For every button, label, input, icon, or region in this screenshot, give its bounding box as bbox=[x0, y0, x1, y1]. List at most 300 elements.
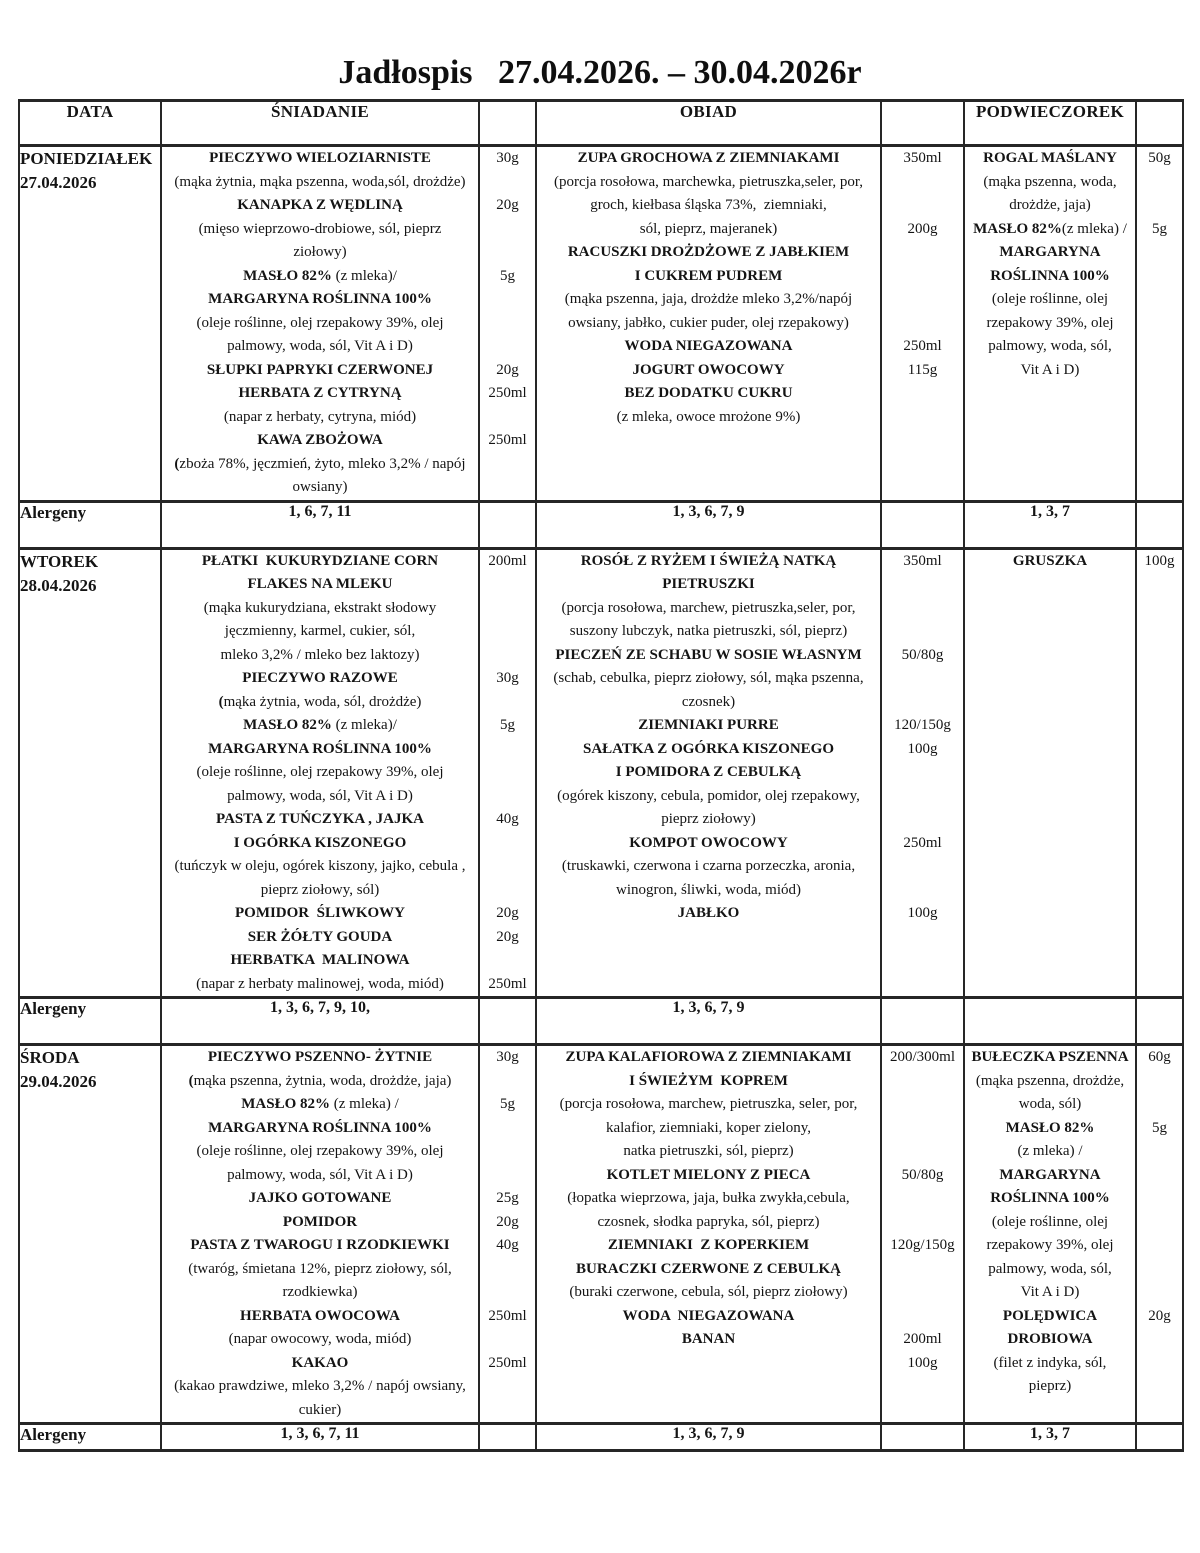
dish-name-text: ( bbox=[188, 1072, 194, 1089]
qty-line: 115g bbox=[907, 361, 938, 378]
meal-cell-sniadanie bbox=[161, 1045, 479, 1424]
menu-line bbox=[965, 1281, 1135, 1305]
menu-line bbox=[162, 1328, 478, 1352]
dish-name-text: SŁUPKI PAPRYKI CZERWONEJ bbox=[206, 361, 434, 378]
qty-line bbox=[882, 1211, 963, 1235]
menu-line bbox=[162, 926, 478, 950]
qty-cell-sniadanie bbox=[479, 1045, 536, 1424]
qty-line bbox=[480, 785, 535, 809]
menu-line bbox=[162, 476, 478, 500]
qty-line: 200ml bbox=[903, 1331, 942, 1347]
dish-name-text: MASŁO 82% bbox=[241, 1096, 334, 1112]
meal-cell-obiad bbox=[536, 1045, 881, 1424]
qty-line bbox=[1137, 1164, 1182, 1188]
qty-line: 120/150g bbox=[894, 717, 951, 733]
qty-line bbox=[1137, 1211, 1182, 1235]
qty-line bbox=[480, 761, 535, 785]
day-name: PONIEDZIAŁEK bbox=[20, 149, 153, 168]
dish-name-text: PASTA Z TWAROGU I RZODKIEWKI bbox=[190, 1237, 450, 1253]
menu-line bbox=[162, 1117, 478, 1141]
ingredients-text: rzepakowy 39%, olej bbox=[986, 314, 1114, 331]
qty-line: 5g bbox=[500, 267, 515, 284]
dish-name-text: HERBATA Z CYTRYNĄ bbox=[238, 385, 402, 401]
meal-cell-podwieczorek bbox=[964, 1045, 1136, 1424]
ingredients-text: (ogórek kiszony, cebula, pomidor, olej rzepakowy, bbox=[557, 787, 860, 804]
page-title: Jadłospis 27.04.2026. – 30.04.2026r bbox=[338, 54, 862, 91]
menu-line bbox=[537, 218, 880, 242]
dish-name-text: ( bbox=[218, 693, 224, 710]
header-qty-podwieczorek bbox=[1136, 101, 1183, 146]
menu-line bbox=[162, 644, 478, 668]
menu-line bbox=[162, 855, 478, 879]
menu-line bbox=[537, 194, 880, 218]
qty-line bbox=[1137, 335, 1182, 359]
menu-line bbox=[537, 335, 880, 359]
qty-line bbox=[882, 620, 963, 644]
day-cell bbox=[19, 146, 161, 502]
qty-line bbox=[480, 335, 535, 359]
menu-line bbox=[537, 855, 880, 879]
ingredients-text: owsiany) bbox=[292, 479, 348, 495]
qty-line bbox=[1137, 1140, 1182, 1164]
menu-line bbox=[537, 1234, 880, 1258]
alergeny-row-27.04.2026 bbox=[19, 501, 1183, 548]
dish-name-text: BURACZKI CZERWONE Z CEBULKĄ bbox=[576, 1260, 841, 1277]
menu-line bbox=[537, 288, 880, 312]
menu-line bbox=[537, 879, 880, 903]
ingredients-text: sól, pieprz, majeranek) bbox=[639, 220, 778, 237]
ingredients-text: (z mleka) / bbox=[1061, 220, 1127, 237]
meal-cell-sniadanie bbox=[161, 548, 479, 998]
dish-name-text: MARGARYNA ROŚLINNA 100% bbox=[208, 291, 432, 307]
ingredients-text: mleko 3,2% / mleko bez laktozy) bbox=[220, 646, 420, 663]
dish-name-text: PIECZYWO PSZENNO- ŻYTNIE bbox=[207, 1049, 433, 1065]
day-row-27.04.2026 bbox=[19, 146, 1183, 502]
menu-line bbox=[537, 667, 880, 691]
dish-name-text: MASŁO 82% bbox=[243, 717, 336, 733]
alergeny-qty-spacer-podwieczorek bbox=[1136, 501, 1183, 548]
menu-line bbox=[965, 265, 1135, 289]
menu-line bbox=[537, 1258, 880, 1282]
ingredients-text: drożdże, jaja) bbox=[1009, 197, 1091, 213]
qty-line bbox=[882, 1187, 963, 1211]
menu-line bbox=[965, 218, 1135, 242]
menu-line bbox=[162, 667, 478, 691]
day-cell bbox=[19, 548, 161, 998]
qty-line: 50/80g bbox=[901, 646, 944, 663]
dish-name-text: KOMPOT OWOCOWY bbox=[629, 834, 788, 851]
alergeny-qty-spacer-obiad bbox=[881, 998, 964, 1045]
meal-cell-obiad bbox=[536, 146, 881, 502]
menu-line bbox=[162, 832, 478, 856]
menu-line bbox=[162, 1352, 478, 1376]
dish-name-text: I CUKREM PUDREM bbox=[634, 267, 783, 284]
dish-name-text: BANAN bbox=[681, 1331, 736, 1347]
dish-name-text: KANAPKA Z WĘDLINĄ bbox=[237, 197, 403, 213]
menu-line bbox=[162, 429, 478, 453]
menu-line bbox=[537, 597, 880, 621]
ingredients-text: palmowy, woda, sól, Vit A i D) bbox=[227, 787, 413, 804]
dish-name-text: MASŁO 82% bbox=[1005, 1119, 1095, 1136]
dish-name-text: WODA NIEGAZOWANA bbox=[622, 1307, 795, 1324]
qty-line: 250ml bbox=[488, 975, 527, 992]
qty-line bbox=[480, 597, 535, 621]
alergeny-qty-spacer-obiad bbox=[881, 1424, 964, 1451]
qty-line bbox=[882, 171, 963, 195]
menu-line bbox=[965, 1305, 1135, 1329]
qty-line: 5g bbox=[500, 1096, 515, 1112]
ingredients-text: (napar z herbaty, cytryna, miód) bbox=[223, 408, 417, 425]
dish-name-text: SER ŻÓŁTY GOUDA bbox=[247, 928, 393, 945]
qty-line bbox=[1137, 1375, 1182, 1399]
menu-line bbox=[965, 1211, 1135, 1235]
day-cell bbox=[19, 1045, 161, 1424]
menu-line bbox=[965, 1234, 1135, 1258]
alergeny-label: Alergeny bbox=[19, 998, 161, 1045]
day-date: 27.04.2026 bbox=[20, 173, 97, 192]
header-podwieczorek: PODWIECZOREK bbox=[964, 101, 1136, 146]
header-data: DATA bbox=[19, 101, 161, 146]
menu-line bbox=[965, 1164, 1135, 1188]
dish-name-text: ROSÓŁ Z RYŻEM I ŚWIEŻĄ NATKĄ bbox=[580, 552, 837, 569]
ingredients-text: (oleje roślinne, olej rzepakowy 39%, olej bbox=[196, 314, 444, 331]
meal-cell-podwieczorek bbox=[964, 146, 1136, 502]
menu-line bbox=[162, 902, 478, 926]
menu-line bbox=[162, 1211, 478, 1235]
qty-line bbox=[882, 1140, 963, 1164]
ingredients-text: (z mleka, owoce mrożone 9%) bbox=[616, 408, 801, 425]
ingredients-text: (porcja rosołowa, marchew, pietruszka, seler, por, bbox=[559, 1096, 858, 1112]
qty-line bbox=[480, 476, 535, 500]
menu-line bbox=[162, 785, 478, 809]
qty-line: 100g bbox=[1144, 552, 1175, 569]
qty-line: 200ml bbox=[488, 552, 527, 569]
dish-name-text: MARGARYNA bbox=[999, 1166, 1101, 1183]
menu-line bbox=[162, 382, 478, 406]
ingredients-text: pieprz) bbox=[1028, 1378, 1072, 1394]
ingredients-text: (mąka pszenna, woda, bbox=[983, 173, 1117, 190]
menu-line bbox=[965, 194, 1135, 218]
ingredients-text: palmowy, woda, sól, bbox=[988, 338, 1112, 354]
qty-line bbox=[882, 785, 963, 809]
menu-line bbox=[965, 335, 1135, 359]
qty-line: 5g bbox=[1152, 220, 1167, 237]
qty-line bbox=[480, 1140, 535, 1164]
menu-line bbox=[162, 573, 478, 597]
menu-line bbox=[162, 714, 478, 738]
dish-name-text: ZIEMNIAKI Z KOPERKIEM bbox=[607, 1237, 810, 1253]
qty-line bbox=[882, 691, 963, 715]
qty-line bbox=[882, 1117, 963, 1141]
qty-line: 20g bbox=[496, 905, 519, 921]
qty-line bbox=[480, 738, 535, 762]
ingredients-text: (filet z indyka, sól, bbox=[993, 1354, 1107, 1371]
qty-line bbox=[480, 1070, 535, 1094]
ingredients-text: jęczmienny, karmel, cukier, sól, bbox=[224, 623, 416, 639]
dish-name-text: POMIDOR ŚLIWKOWY bbox=[234, 905, 405, 921]
alergeny-qty-spacer-podwieczorek bbox=[1136, 998, 1183, 1045]
qty-line bbox=[882, 1070, 963, 1094]
dish-name-text: ROŚLINNA 100% bbox=[990, 1190, 1110, 1206]
menu-line bbox=[537, 1305, 880, 1329]
dish-name-text: MARGARYNA bbox=[999, 244, 1101, 260]
dish-name-text: ROGAL MAŚLANY bbox=[983, 150, 1117, 166]
menu-line bbox=[162, 1140, 478, 1164]
qty-line bbox=[480, 949, 535, 973]
ingredients-text: pieprz ziołowy, sól) bbox=[260, 881, 380, 898]
qty-line: 20g bbox=[496, 361, 519, 378]
dish-name-text: KAKAO bbox=[291, 1354, 349, 1371]
menu-line bbox=[162, 761, 478, 785]
dish-name-text: ZUPA KALAFIOROWA Z ZIEMNIAKAMI bbox=[565, 1049, 852, 1065]
qty-line: 5g bbox=[1152, 1119, 1167, 1136]
menu-line bbox=[537, 691, 880, 715]
dish-name-text: PASTA Z TUŃCZYKA , JAJKA bbox=[216, 811, 424, 827]
menu-line bbox=[162, 1164, 478, 1188]
menu-line bbox=[537, 832, 880, 856]
qty-line bbox=[1137, 171, 1182, 195]
ingredients-text: rzepakowy 39%, olej bbox=[986, 1237, 1114, 1253]
alergeny-row-29.04.2026 bbox=[19, 1424, 1183, 1451]
qty-line bbox=[882, 1305, 963, 1329]
qty-line bbox=[480, 1117, 535, 1141]
alergeny-value-podwieczorek bbox=[964, 998, 1136, 1045]
menu-line bbox=[537, 761, 880, 785]
menu-line bbox=[537, 241, 880, 265]
qty-line bbox=[1137, 194, 1182, 218]
qty-line bbox=[882, 1281, 963, 1305]
ingredients-text: (porcja rosołowa, marchew, pietruszka,seler, por, bbox=[561, 599, 856, 616]
dish-name-text: ZIEMNIAKI PURRE bbox=[638, 717, 779, 733]
ingredients-text: (napar owocowy, woda, miód) bbox=[228, 1331, 412, 1347]
day-row-28.04.2026 bbox=[19, 548, 1183, 998]
alergeny-value-obiad: 1, 3, 6, 7, 9 bbox=[536, 1424, 881, 1451]
qty-line bbox=[480, 1399, 535, 1423]
menu-line bbox=[965, 1093, 1135, 1117]
menu-line bbox=[537, 1281, 880, 1305]
qty-line bbox=[480, 1281, 535, 1305]
dish-name-text: MARGARYNA ROŚLINNA 100% bbox=[208, 1119, 432, 1136]
qty-line bbox=[480, 1375, 535, 1399]
alergeny-qty-spacer-sniadanie bbox=[479, 1424, 536, 1451]
qty-line bbox=[480, 171, 535, 195]
qty-line bbox=[1137, 241, 1182, 265]
ingredients-text: (mięso wieprzowo-drobiowe, sól, pieprz bbox=[198, 220, 442, 237]
menu-line bbox=[537, 1070, 880, 1094]
menu-line bbox=[965, 1375, 1135, 1399]
qty-line bbox=[882, 406, 963, 430]
dish-name-text: PIECZYWO WIELOZIARNISTE bbox=[209, 150, 431, 166]
dish-name-text: I POMIDORA Z CEBULKĄ bbox=[615, 764, 802, 780]
dish-name-text: BUŁECZKA PSZENNA bbox=[971, 1049, 1129, 1065]
qty-line: 50g bbox=[1148, 150, 1171, 166]
menu-line bbox=[162, 620, 478, 644]
dish-name-text: ZUPA GROCHOWA Z ZIEMNIAKAMI bbox=[577, 150, 840, 166]
dish-name-text: HERBATKA MALINOWA bbox=[230, 952, 410, 968]
dish-name-text: DROBIOWA bbox=[1007, 1331, 1093, 1347]
qty-cell-podwieczorek bbox=[1136, 1045, 1183, 1424]
dish-name-text: MASŁO 82% bbox=[243, 267, 336, 284]
dish-name-text: JABŁKO bbox=[677, 905, 740, 921]
qty-line bbox=[882, 312, 963, 336]
qty-line bbox=[480, 644, 535, 668]
menu-line bbox=[162, 359, 478, 383]
alergeny-qty-spacer-podwieczorek bbox=[1136, 1424, 1183, 1451]
menu-line bbox=[162, 1093, 478, 1117]
qty-line bbox=[480, 241, 535, 265]
qty-line bbox=[480, 855, 535, 879]
menu-line bbox=[965, 1046, 1135, 1070]
menu-line bbox=[965, 1140, 1135, 1164]
ingredients-text: (buraki czerwone, cebula, sól, pieprz ziołowy) bbox=[569, 1284, 848, 1300]
menu-line bbox=[965, 359, 1135, 383]
qty-line bbox=[882, 1258, 963, 1282]
ingredients-text: palmowy, woda, sól, bbox=[988, 1260, 1112, 1277]
qty-line: 100g bbox=[907, 740, 938, 757]
alergeny-qty-spacer-sniadanie bbox=[479, 501, 536, 548]
ingredients-text: (oleje roślinne, olej bbox=[991, 291, 1109, 307]
menu-line bbox=[162, 550, 478, 574]
qty-line: 200/300ml bbox=[889, 1049, 955, 1065]
menu-line bbox=[537, 644, 880, 668]
day-name: WTOREK bbox=[20, 551, 99, 571]
ingredients-text: (truskawki, czerwona i czarna porzeczka, aronia, bbox=[561, 858, 856, 874]
alergeny-label: Alergeny bbox=[19, 1424, 161, 1451]
ingredients-text: (kakao prawdziwe, mleko 3,2% / napój owsiany, bbox=[174, 1378, 466, 1394]
qty-line: 20g bbox=[496, 197, 519, 213]
menu-line bbox=[537, 1093, 880, 1117]
header-obiad: OBIAD bbox=[536, 101, 881, 146]
ingredients-text: (z mleka)/ bbox=[335, 717, 397, 733]
dish-name-text: POMIDOR bbox=[282, 1213, 358, 1230]
qty-line: 250ml bbox=[488, 385, 527, 401]
alergeny-value-podwieczorek: 1, 3, 7 bbox=[964, 501, 1136, 548]
ingredients-text: palmowy, woda, sól, Vit A i D) bbox=[227, 1166, 413, 1183]
qty-line bbox=[882, 667, 963, 691]
menu-line bbox=[162, 312, 478, 336]
header-qty-obiad bbox=[881, 101, 964, 146]
qty-line bbox=[882, 1093, 963, 1117]
menu-line bbox=[162, 241, 478, 265]
menu-line bbox=[537, 171, 880, 195]
menu-line bbox=[537, 1117, 880, 1141]
alergeny-value-obiad: 1, 3, 6, 7, 9 bbox=[536, 998, 881, 1045]
dish-name-text: MASŁO 82% bbox=[973, 220, 1062, 237]
menu-line bbox=[162, 171, 478, 195]
meal-cell-sniadanie bbox=[161, 146, 479, 502]
qty-line bbox=[480, 1258, 535, 1282]
dish-name-text: JOGURT OWOCOWY bbox=[632, 361, 785, 378]
dish-name-text: PIECZEŃ ZE SCHABU W SOSIE WŁASNYM bbox=[555, 646, 862, 663]
qty-line: 60g bbox=[1148, 1049, 1171, 1065]
qty-line: 40g bbox=[496, 1237, 519, 1253]
ingredients-text: (mąka pszenna, jaja, drożdże mleko 3,2%/napój bbox=[564, 291, 853, 307]
dish-name-text: I ŚWIEŻYM KOPREM bbox=[629, 1072, 788, 1089]
qty-line: 20g bbox=[496, 928, 519, 945]
alergeny-row-28.04.2026 bbox=[19, 998, 1183, 1045]
alergeny-value-podwieczorek: 1, 3, 7 bbox=[964, 1424, 1136, 1451]
qty-line bbox=[882, 855, 963, 879]
menu-line bbox=[162, 218, 478, 242]
dish-name-text: ROŚLINNA 100% bbox=[990, 267, 1110, 284]
qty-line bbox=[480, 879, 535, 903]
menu-line bbox=[537, 1328, 880, 1352]
menu-line bbox=[537, 808, 880, 832]
qty-cell-obiad bbox=[881, 548, 964, 998]
menu-line bbox=[537, 550, 880, 574]
menu-line bbox=[965, 1117, 1135, 1141]
menu-line bbox=[162, 265, 478, 289]
qty-line bbox=[1137, 288, 1182, 312]
menu-line bbox=[537, 620, 880, 644]
dish-name-text: KAWA ZBOŻOWA bbox=[257, 432, 383, 448]
qty-line bbox=[480, 691, 535, 715]
qty-line bbox=[882, 597, 963, 621]
menu-line bbox=[162, 879, 478, 903]
menu-line bbox=[162, 335, 478, 359]
menu-line bbox=[965, 1187, 1135, 1211]
qty-line bbox=[1137, 1070, 1182, 1094]
ingredients-text: (porcja rosołowa, marchewka, pietruszka,seler, por, bbox=[553, 173, 864, 190]
qty-line: 20g bbox=[1148, 1307, 1171, 1324]
menu-line bbox=[965, 1328, 1135, 1352]
menu-line bbox=[162, 973, 478, 997]
ingredients-text: Vit A i D) bbox=[1020, 361, 1080, 378]
menu-line bbox=[162, 1070, 478, 1094]
qty-cell-podwieczorek bbox=[1136, 146, 1183, 502]
ingredients-text: czosnek, słodka papryka, sól, pieprz) bbox=[597, 1213, 820, 1230]
ingredients-text: woda, sól) bbox=[1018, 1096, 1082, 1112]
menu-line bbox=[965, 312, 1135, 336]
menu-line bbox=[537, 359, 880, 383]
ingredients-text: (twaróg, śmietana 12%, pieprz ziołowy, sól, bbox=[188, 1260, 452, 1277]
qty-line: 5g bbox=[500, 717, 515, 733]
ingredients-text: (oleje roślinne, olej bbox=[991, 1213, 1109, 1230]
qty-line bbox=[882, 288, 963, 312]
qty-line: 250ml bbox=[903, 834, 942, 851]
menu-line bbox=[537, 1046, 880, 1070]
ingredients-text: czosnek) bbox=[681, 693, 736, 710]
qty-line bbox=[1137, 359, 1182, 383]
menu-line bbox=[537, 785, 880, 809]
ingredients-text: (tuńczyk w oleju, ogórek kiszony, jajko, cebula , bbox=[174, 858, 466, 874]
ingredients-text: zboża 78%, jęczmień, żyto, mleko 3,2% / napój bbox=[179, 455, 466, 472]
ingredients-text: kalafior, ziemniaki, koper zielony, bbox=[605, 1119, 811, 1136]
qty-line bbox=[882, 382, 963, 406]
dish-name-text: PIECZYWO RAZOWE bbox=[242, 670, 398, 686]
menu-line bbox=[537, 382, 880, 406]
dish-name-text: BEZ DODATKU CUKRU bbox=[624, 385, 793, 401]
qty-line bbox=[480, 288, 535, 312]
qty-line: 30g bbox=[496, 1049, 519, 1065]
menu-line bbox=[537, 738, 880, 762]
ingredients-text: (oleje roślinne, olej rzepakowy 39%, olej bbox=[196, 1143, 444, 1159]
menu-table bbox=[18, 99, 1184, 1452]
menu-line bbox=[537, 573, 880, 597]
dish-name-text: KOTLET MIELONY Z PIECA bbox=[606, 1166, 811, 1183]
ingredients-text: (z mleka)/ bbox=[335, 267, 397, 284]
header-row bbox=[19, 101, 1183, 146]
menu-line bbox=[162, 1258, 478, 1282]
qty-line: 250ml bbox=[488, 1307, 527, 1324]
qty-cell-podwieczorek bbox=[1136, 548, 1183, 998]
qty-line bbox=[480, 312, 535, 336]
qty-line: 25g bbox=[496, 1190, 519, 1206]
menu-line bbox=[537, 406, 880, 430]
alergeny-qty-spacer-sniadanie bbox=[479, 998, 536, 1045]
ingredients-text: pieprz ziołowy) bbox=[661, 811, 756, 827]
menu-line bbox=[162, 1399, 478, 1423]
